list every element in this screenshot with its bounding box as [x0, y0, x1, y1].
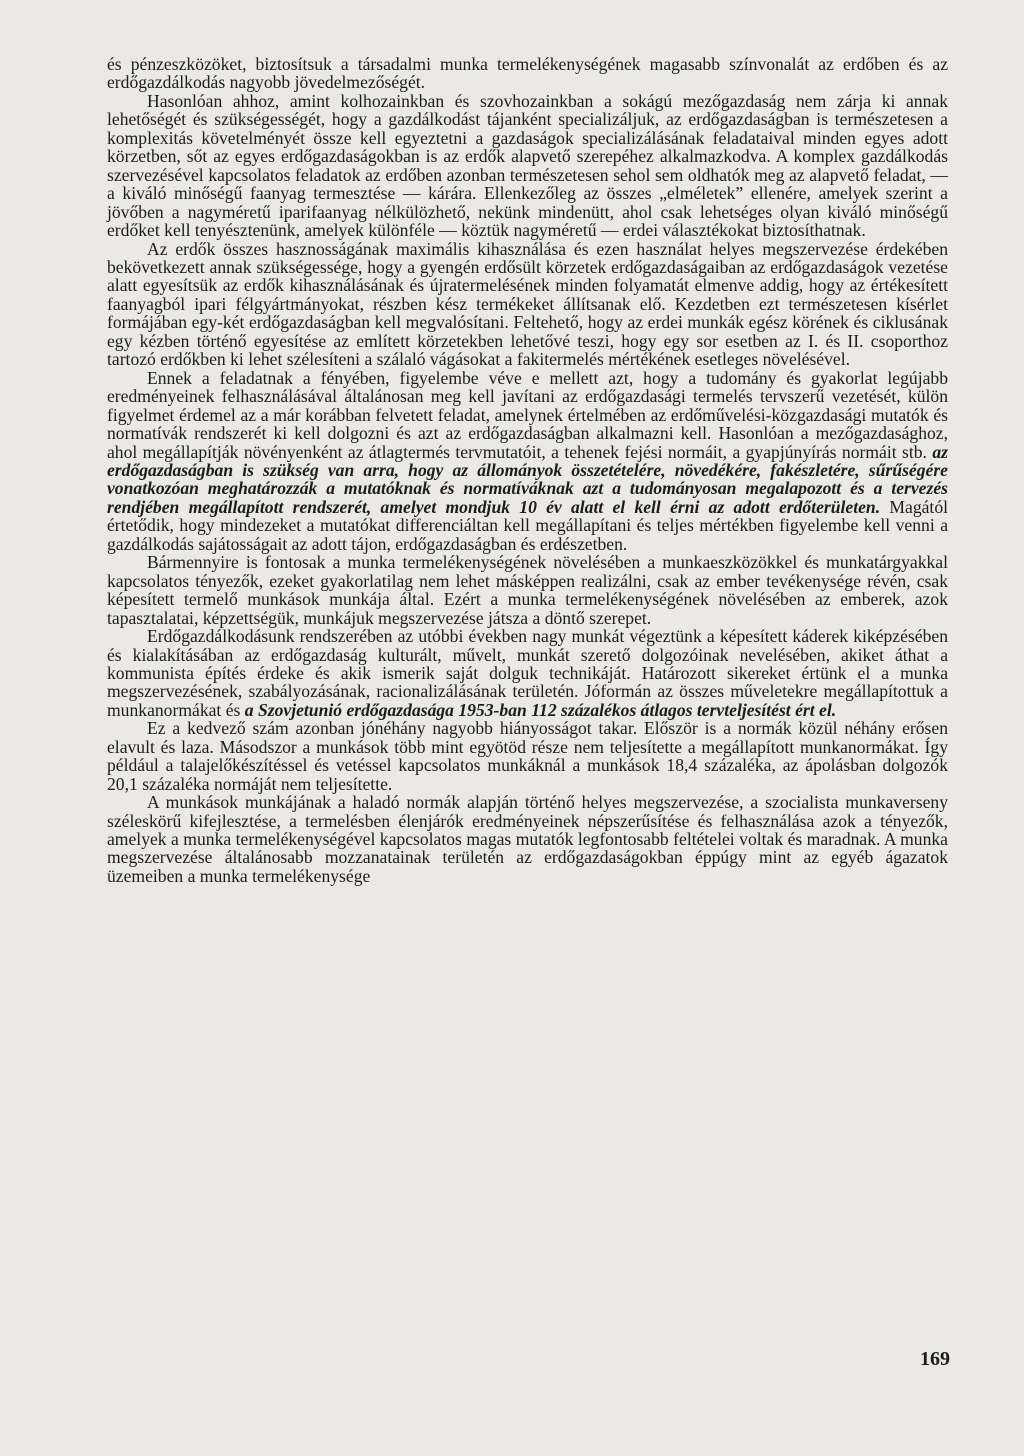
- paragraph: [107, 627, 948, 719]
- page-number: 169: [920, 1348, 950, 1370]
- text-run: Ez a kedvező szám azonban jónéhány nagyobb hiányosságot takar. Először is a normák közül néhány erősen elavult és laza. Másodszor a munkások több mint egyötöd része nem teljesítette a megállapított munkanormákat. Így például a talajelőkészítéssel és vetéssel kapcsolatos munkáknál a munkások 18,4 százaléka, az ápolásban dolgozók 20,1 százaléka normáját nem teljesítette.: [107, 718, 948, 794]
- paragraph: [107, 793, 948, 885]
- paragraph: [107, 92, 948, 240]
- body-text: [107, 55, 948, 885]
- text-run: Az erdők összes hasznosságának maximális kihasználása és ezen használat helyes megszervezése érdekében bekövetkezett annak szükségessége, hogy a gyengén erdősült körzetek erdőgazdaságaiban az erdőgazdaságok vezetése alatt egyesítsük az erdők kihasználásának és újratermelésének minden folyamatát elmenve addig, hogy az értékesített faanyagból ipari félgyártmányokat, részben kész termékeket állítsanak elő. Kezdetben ezt természetesen kísérlet formájában egy-két erdőgazdaságban kell megvalósítani. Feltehető, hogy az erdei munkák egész körének és ciklusának egy kézben történő egyesítése az említett körzetekben lehetővé teszi, hogy egy sor esetben az I. és II. csoporthoz tartozó erdőkben ki lehet szélesíteni a szálaló vágásokat a fakitermelés mértékének esetleges növelésével.: [107, 238, 948, 370]
- text-run: Magától értetődik, hogy mindezeket a mutatókat differenciáltan kell megállapítani és teljes mértékben figyelembe kell venni a gazdálkodás sajátosságait az adott tájon, erdőgazdaságban és erdészetben.: [107, 496, 949, 554]
- paragraph: [107, 553, 948, 627]
- paragraph: [107, 55, 948, 92]
- emphasized-text: az erdőgazdaságban is szükség van arra, hogy az állományok összetételére, növedékére, fakészletére, sűrűségére vonatkozóan meghatározzák a mutatóknak és normatíváknak azt a tudományosan megalapozott és a tervezés rendjében megállapított rendszerét, amelyet mondjuk 10 év alatt el kell érni az adott erdőterületen.: [107, 441, 948, 517]
- text-run: Erdőgazdálkodásunk rendszerében az utóbbi években nagy munkát végeztünk a képesített káderek kiképzésében és kialakításában az erdőgazdaság kulturált, művelt, munkát szerető dolgozóinak nevelésében, akiket áthat a kommunista építés érdeke és akik ismerik saját dolguk technikáját. Határozott sikereket értünk el a munka megszervezésének, szabályozásának, racionalizálásának területén. Jóformán az összes műveletekre megállapítottuk a munkanormákat és: [107, 626, 948, 720]
- text-run: Hasonlóan ahhoz, amint kolhozainkban és szovhozainkban a sokágú mezőgazdaság nem zárja ki annak lehetőségét és szükségességét, hogy a gazdálkodást tájanként specializáljuk, az erdőgazdaságban is természetesen a komplexitás követelményét össze kell egyeztetni a gazdaságok specializálásának feladataival minden egyes adott körzetben, sőt az egyes erdőgazdaságokban is az erdők alapvető szerepéhez alkalmazkodva. A komplex gazdálkodás szervezésével kapcsolatos feladatok az erdőben azonban természetesen sehol sem oldhatók meg az alapvető feladat, — a kiváló minőségű faanyag termesztése — kárára. Ellenkezőleg az összes „elméletek” ellenére, amelyek szerint a jövőben a nagyméretű iparifaanyag nélkülözhető, nekünk mindenütt, ahol csak lehetséges olyan kiváló minőségű erdőket kell tenyésztenünk, amelyek különféle — köztük nagyméretű — erdei választékokat biztosíthatnak.: [107, 90, 948, 241]
- text-run: Ennek a feladatnak a fényében, figyelembe véve e mellett azt, hogy a tudomány és gyakorlat legújabb eredményeinek felhasználásával általánosan meg kell javítani az erdőgazdasági termelés tervszerű vezetését, külön figyelmet érdemel az a már korábban felvetett feladat, amelynek értelmében az erdőművelési-közgazdasági mutatók és normatívák rendszerét ki kell dolgozni és azt az erdőgazdaságban alkalmazni kell. Hasonlóan a mezőgazdasághoz, ahol megállapítják növényenként az átlagtermés tervmutatóit, a tehenek fejési normáit, a gyapjúnyírás normáit stb.: [107, 367, 948, 462]
- emphasized-text: a Szovjetunió erdőgazdasága 1953-ban 112 százalékos átlagos tervteljesítést ért el.: [244, 699, 837, 720]
- paragraph: [107, 719, 948, 793]
- paragraph: [107, 240, 948, 369]
- paragraph: [107, 369, 948, 554]
- text-run: és pénzeszközöket, biztosítsuk a társadalmi munka termelékenységének magasabb színvonalát az erdőben és az erdőgazdálkodás nagyobb jövedelmezőségét.: [107, 54, 948, 93]
- text-run: A munkások munkájának a haladó normák alapján történő helyes megszervezése, a szocialista munkaverseny széleskörű kifejlesztése, a termelésben élenjárók eredményeinek népszerűsítése és felhasználása azok a tényezők, amelyek a munka termelékenységével kapcsolatos magas mutatók legfontosabb feltételei voltak és maradnak. A munka megszervezése általánosabb mozzanatainak területén az erdőgazdaságokban éppúgy mint az egyéb ágazatok üzemeiben a munka termelékenysége: [107, 792, 948, 886]
- text-run: Bármennyire is fontosak a munka termelékenységének növelésében a munkaeszközökkel és munkatárgyakkal kapcsolatos tényezők, ezeket gyakorlatilag nem lehet másképpen realizálni, csak az ember tevékenysége révén, csak képesített termelő munkások munkája által. Ezért a munka termelékenységének növelésében az emberek, azok tapasztalatai, képzettségük, munkájuk megszervezése játsza a döntő szerepet.: [107, 552, 948, 628]
